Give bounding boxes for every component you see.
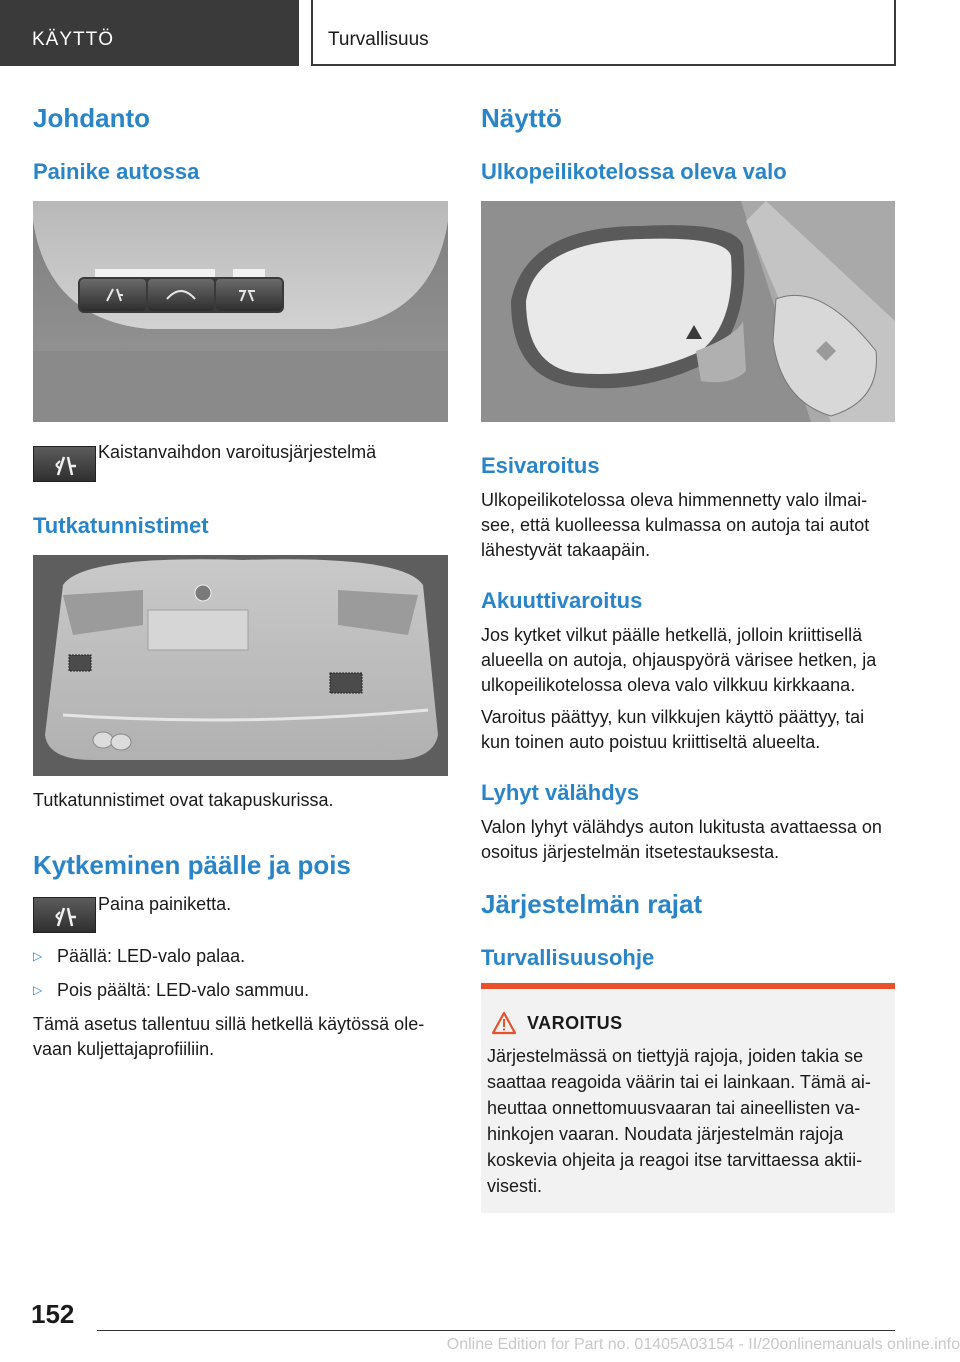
footer-watermark: Online Edition for Part no. 01405A03154 - II/20onlinemanuals online.info — [446, 1336, 960, 1353]
header-section-tab — [0, 0, 299, 66]
short-flash-text: Valon lyhyt välähdys auton lukitusta avattaessa on osoitus järjestelmän itsetestauksesta. — [481, 817, 882, 862]
acute-warning-text-1: Jos kytket vilkut päälle hetkellä, jolloin kriittisellä alueella on autoja, ohjauspyörä värisee hetken, ja ulkopeilikotelossa oleva valo vilkkuu kirkkaana. — [481, 625, 877, 695]
heading-display: Näyttö — [481, 103, 562, 133]
heading-button-in-car: Painike autossa — [33, 159, 200, 184]
press-button-text: Paina painiketta. — [98, 894, 232, 914]
heading-acute-warning: Akuuttivaroitus — [481, 588, 643, 613]
illustration-rear-bumper — [33, 555, 448, 776]
acute-warning-text-2: Varoitus päättyy, kun vilkkujen käyttö päättyy, tai kun toinen auto poistuu kriittiseltä alueelta. — [481, 707, 865, 752]
setting-saved-text: Tämä asetus tallentuu sillä hetkellä käytössä ole-vaan kuljettajaprofiiliin. — [33, 1014, 425, 1059]
header-title: Turvallisuus — [328, 29, 429, 50]
warning-box — [481, 983, 895, 1213]
heading-safety-note: Turvallisuusohje — [481, 945, 655, 970]
lane-change-button-icon — [33, 446, 96, 482]
heading-system-limits: Järjestelmän rajat — [481, 889, 703, 919]
sensors-text: Tutkatunnistimet ovat takapuskurissa. — [33, 790, 334, 810]
page-number: 152 — [31, 1299, 75, 1329]
footer-divider — [97, 1330, 895, 1331]
heading-short-flash: Lyhyt välähdys — [481, 780, 640, 805]
lane-change-button-icon-2 — [33, 897, 96, 933]
list-item: ▷ Päällä: LED-valo palaa. — [33, 946, 246, 966]
illustration-side-mirror — [481, 201, 895, 422]
warning-text: Järjestelmässä on tiettyjä rajoja, joiden takia se saattaa reagoida väärin tai ei lainkaan. Tämä ai-heuttaa onnettomuusvaaran tai aineellisten va-hinkojen vaaran. Noudata järjestelmän rajoja koskevia ohjeita ja reagoi itse tarvittaessa aktii-visesti. — [487, 1046, 871, 1196]
bullet-triangle-icon: ▷ — [33, 983, 43, 997]
illustration-button-panel — [33, 201, 448, 422]
warning-triangle-icon — [491, 1011, 517, 1040]
warning-title: VAROITUS — [527, 1013, 623, 1033]
header-title-tab — [311, 0, 896, 66]
bullet-triangle-icon: ▷ — [33, 949, 43, 963]
icon-caption: Kaistanvaihdon varoitusjärjestelmä — [98, 442, 377, 462]
heading-switch-on-off: Kytkeminen päälle ja pois — [33, 850, 351, 880]
pre-warning-text: Ulkopeilikotelossa oleva himmennetty valo ilmai-see, että kuolleessa kulmassa on autoja tai autot lähestyvät takaapäin. — [481, 490, 870, 560]
list-item: ▷ Pois päältä: LED-valo sammuu. — [33, 980, 310, 1000]
heading-pre-warning: Esivaroitus — [481, 453, 600, 478]
heading-radar-sensors: Tutkatunnistimet — [33, 513, 209, 538]
header-section-label: KÄYTTÖ — [32, 29, 115, 50]
heading-mirror-light: Ulkopeilikotelossa oleva valo — [481, 159, 787, 184]
heading-intro: Johdanto — [33, 103, 150, 133]
